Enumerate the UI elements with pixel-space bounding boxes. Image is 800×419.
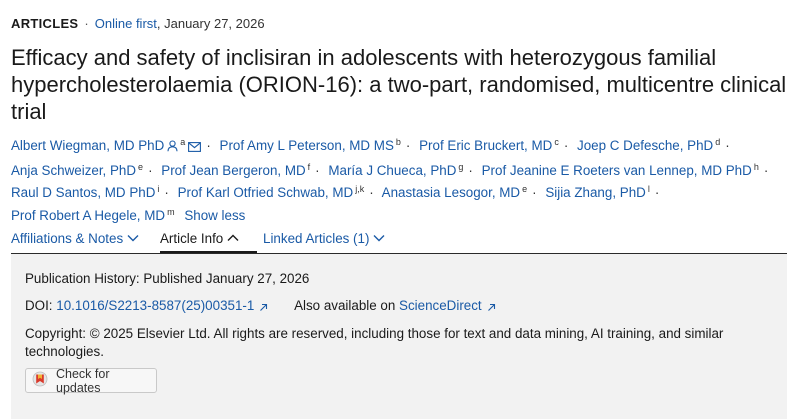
tab-label: Linked Articles (1)	[263, 231, 370, 246]
doi-link[interactable]: 10.1016/S2213-8587(25)00351-1	[56, 298, 255, 313]
chevron-up-icon	[227, 234, 239, 242]
also-available-label: Also available on	[294, 298, 396, 313]
tab-label: Article Info	[160, 231, 224, 246]
article-title: Efficacy and safety of inclisiran in adolescents with heterozygous familial hypercholesterolaemia (ORION-16): a two-part, randomised, multicentre clinical trial	[11, 45, 787, 124]
author-separator: ·	[164, 185, 169, 200]
history-label: Publication History:	[25, 271, 140, 286]
tab-linked-articles[interactable]	[263, 231, 385, 246]
online-first-link[interactable]: Online first	[94, 16, 157, 31]
author-item	[419, 138, 573, 153]
check-for-updates-button[interactable]	[25, 368, 157, 393]
author-separator: ·	[148, 162, 153, 178]
author-separator: ·	[405, 138, 411, 153]
tab-article-info[interactable]	[160, 231, 239, 246]
author-separator: ·	[206, 138, 211, 153]
history-value: Published January 27, 2026	[143, 271, 310, 286]
affiliation-marker: g	[458, 161, 464, 172]
article-tabs	[11, 231, 787, 254]
author-separator: ·	[763, 162, 769, 178]
check-updates-label: Check for updates	[56, 366, 110, 395]
author-link[interactable]: Prof Jeanine E Roeters van Lennep, MD PhD	[481, 162, 752, 178]
author-item	[328, 163, 478, 178]
author-separator: ·	[563, 138, 569, 153]
author-item	[178, 185, 379, 200]
chevron-down-icon	[127, 234, 139, 242]
affiliation-marker: l	[647, 184, 650, 194]
affiliation-marker: f	[307, 161, 311, 172]
affiliation-marker: h	[753, 161, 759, 172]
chevron-down-icon	[373, 234, 385, 242]
author-link[interactable]: Prof Karl Otfried Schwab, MD	[177, 185, 354, 200]
affiliation-marker: a	[180, 137, 186, 147]
author-item	[382, 185, 542, 200]
external-link-icon	[487, 300, 496, 315]
author-item	[11, 163, 158, 178]
author-separator: ·	[532, 185, 537, 200]
author-list	[11, 135, 791, 227]
article-meta-line	[11, 16, 265, 31]
author-item	[220, 138, 416, 153]
active-tab-indicator	[160, 251, 257, 253]
author-link[interactable]: Prof Amy L Peterson, MD MS	[219, 138, 394, 153]
author-separator: ·	[369, 185, 374, 200]
separator-dot: ·	[84, 16, 89, 31]
doi-row	[25, 298, 496, 315]
author-separator: ·	[725, 138, 730, 153]
affiliation-marker: j,k	[355, 184, 365, 194]
author-item	[11, 208, 175, 223]
affiliation-marker: e	[522, 184, 528, 194]
author-item	[11, 138, 216, 153]
author-link[interactable]: Prof Robert A Hegele, MD	[11, 207, 166, 223]
author-item	[577, 138, 735, 153]
doi-label: DOI:	[25, 298, 53, 313]
author-link[interactable]: Raul D Santos, MD PhD	[11, 185, 156, 200]
article-info-panel	[11, 254, 787, 419]
show-less-button[interactable]: Show less	[184, 207, 246, 223]
email-icon[interactable]	[188, 137, 201, 160]
author-item	[545, 185, 664, 200]
author-link[interactable]: María J Chueca, PhD	[328, 162, 457, 178]
crossmark-icon	[32, 371, 48, 390]
affiliation-marker: e	[138, 161, 144, 172]
affiliation-marker: m	[167, 206, 175, 217]
author-link[interactable]: Joep C Defesche, PhD	[577, 138, 714, 153]
author-separator: ·	[468, 162, 473, 178]
author-link[interactable]: Sijia Zhang, PhD	[545, 185, 646, 200]
publication-date: , January 27, 2026	[156, 16, 265, 31]
affiliation-marker: i	[157, 184, 160, 194]
author-item	[161, 163, 324, 178]
author-link[interactable]: Anja Schweizer, PhD	[11, 162, 137, 178]
copyright-text: Copyright: © 2025 Elsevier Ltd. All rights are reserved, including those for text and data mining, AI training, and similar technologies.	[25, 326, 724, 359]
affiliation-marker: d	[715, 137, 721, 147]
author-link[interactable]: Albert Wiegman, MD PhD	[11, 138, 165, 153]
author-link[interactable]: Anastasia Lesogor, MD	[381, 185, 521, 200]
author-separator: ·	[654, 185, 660, 200]
author-link[interactable]: Prof Eric Bruckert, MD	[419, 138, 553, 153]
author-separator: ·	[315, 162, 320, 178]
publication-history-row	[25, 271, 309, 286]
external-link-icon	[259, 300, 268, 315]
tab-affiliations-notes[interactable]	[11, 231, 139, 246]
author-item	[11, 185, 174, 200]
affiliation-marker: c	[554, 137, 559, 147]
author-item	[482, 163, 774, 178]
tab-label: Affiliations & Notes	[11, 231, 124, 246]
person-icon	[167, 137, 178, 160]
sciencedirect-link[interactable]: ScienceDirect	[399, 298, 482, 313]
section-label: ARTICLES	[11, 16, 79, 31]
author-link[interactable]: Prof Jean Bergeron, MD	[161, 162, 306, 178]
affiliation-marker: b	[395, 137, 401, 147]
